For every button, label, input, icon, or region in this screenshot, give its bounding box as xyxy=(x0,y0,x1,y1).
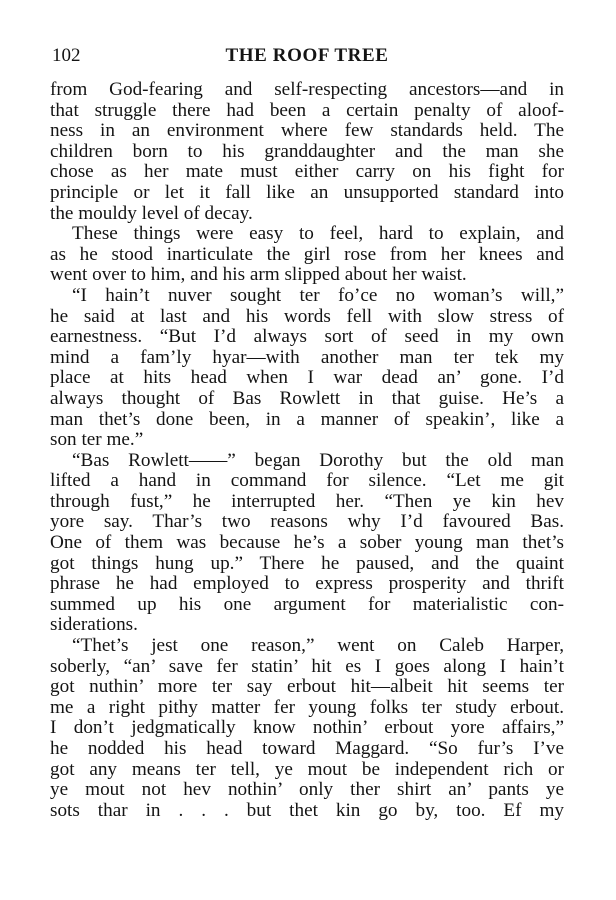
text-line: always thought of Bas Rowlett in that guise. He’s a xyxy=(50,387,564,409)
page-header xyxy=(50,42,564,70)
text-line: lifted a hand in command for silence. “Let me git xyxy=(50,470,564,492)
text-line: siderations. xyxy=(50,614,138,636)
text-line: soberly, “an’ save fer statin’ hit es I goes along I hain’t xyxy=(50,655,564,677)
text-line: “Thet’s jest one reason,” went on Caleb Harper, xyxy=(72,635,564,657)
text-line: that struggle there had been a certain penalty of aloof- xyxy=(50,99,564,121)
text-line: me a right pithy matter fer young folks ter study erbout. xyxy=(50,696,564,718)
text-line: as he stood inarticulate the girl rose from her knees and xyxy=(50,243,564,265)
text-line: place at hits head when I war dead an’ gone. I’d xyxy=(50,367,564,389)
text-line: earnestness. “But I’d always sort of seed in my own xyxy=(50,326,564,348)
text-line: chose as her mate must either carry on his fight for xyxy=(50,161,564,183)
text-line: phrase he had employed to express prosperity and thrift xyxy=(50,573,564,595)
text-line: These things were easy to feel, hard to explain, and xyxy=(72,223,564,245)
text-line: got things hung up.” There he paused, and the quaint xyxy=(50,552,564,574)
text-line: I don’t jedgmatically know nothin’ erbout yore affairs,” xyxy=(50,717,564,739)
text-line: ye mout not hev nothin’ only ther shirt an’ pants ye xyxy=(50,779,564,801)
running-title: THE ROOF TREE xyxy=(225,45,389,66)
text-line: sots thar in . . . but thet kin go by, too. Ef my xyxy=(50,799,564,821)
text-line: from God-fearing and self-respecting ancestors—and in xyxy=(50,79,564,100)
text-line: yore say. Thar’s two reasons why I’d favoured Bas. xyxy=(50,511,564,533)
book-page xyxy=(50,42,564,821)
text-line: summed up his one argument for materialistic con- xyxy=(50,593,564,615)
text-line: he said at last and his words fell with slow stress of xyxy=(50,305,564,327)
text-line: One of them was because he’s a sober young man thet’s xyxy=(50,532,564,554)
text-line: through fust,” he interrupted her. “Then ye kin hev xyxy=(50,490,564,512)
text-line: principle or let it fall like an unsupported standard into xyxy=(50,181,564,203)
text-line: “I hain’t nuver sought ter fo’ce no woman’s will,” xyxy=(72,284,564,306)
text-line: man thet’s done been, in a manner of speakin’, like a xyxy=(50,408,564,430)
text-line: “Bas Rowlett——” began Dorothy but the old man xyxy=(72,449,564,471)
text-line: he nodded his head toward Maggard. “So fur’s I’ve xyxy=(50,738,564,759)
text-line: mind a fam’ly hyar—with another man ter tek my xyxy=(50,346,564,368)
text-line: the mouldy level of decay. xyxy=(50,202,253,224)
page-number: 102 xyxy=(52,45,81,66)
text-line: got nuthin’ more ter say erbout hit—albeit hit seems ter xyxy=(50,676,564,698)
text-line: son ter me.” xyxy=(50,429,144,451)
text-line: went over to him, and his arm slipped about her waist. xyxy=(50,264,467,286)
text-line: ness in an environment where few standards held. The xyxy=(50,120,564,142)
body-text xyxy=(50,80,564,821)
text-line: got any means ter tell, ye mout be independent rich or xyxy=(50,758,564,780)
text-line: children born to his granddaughter and the man she xyxy=(50,140,564,162)
